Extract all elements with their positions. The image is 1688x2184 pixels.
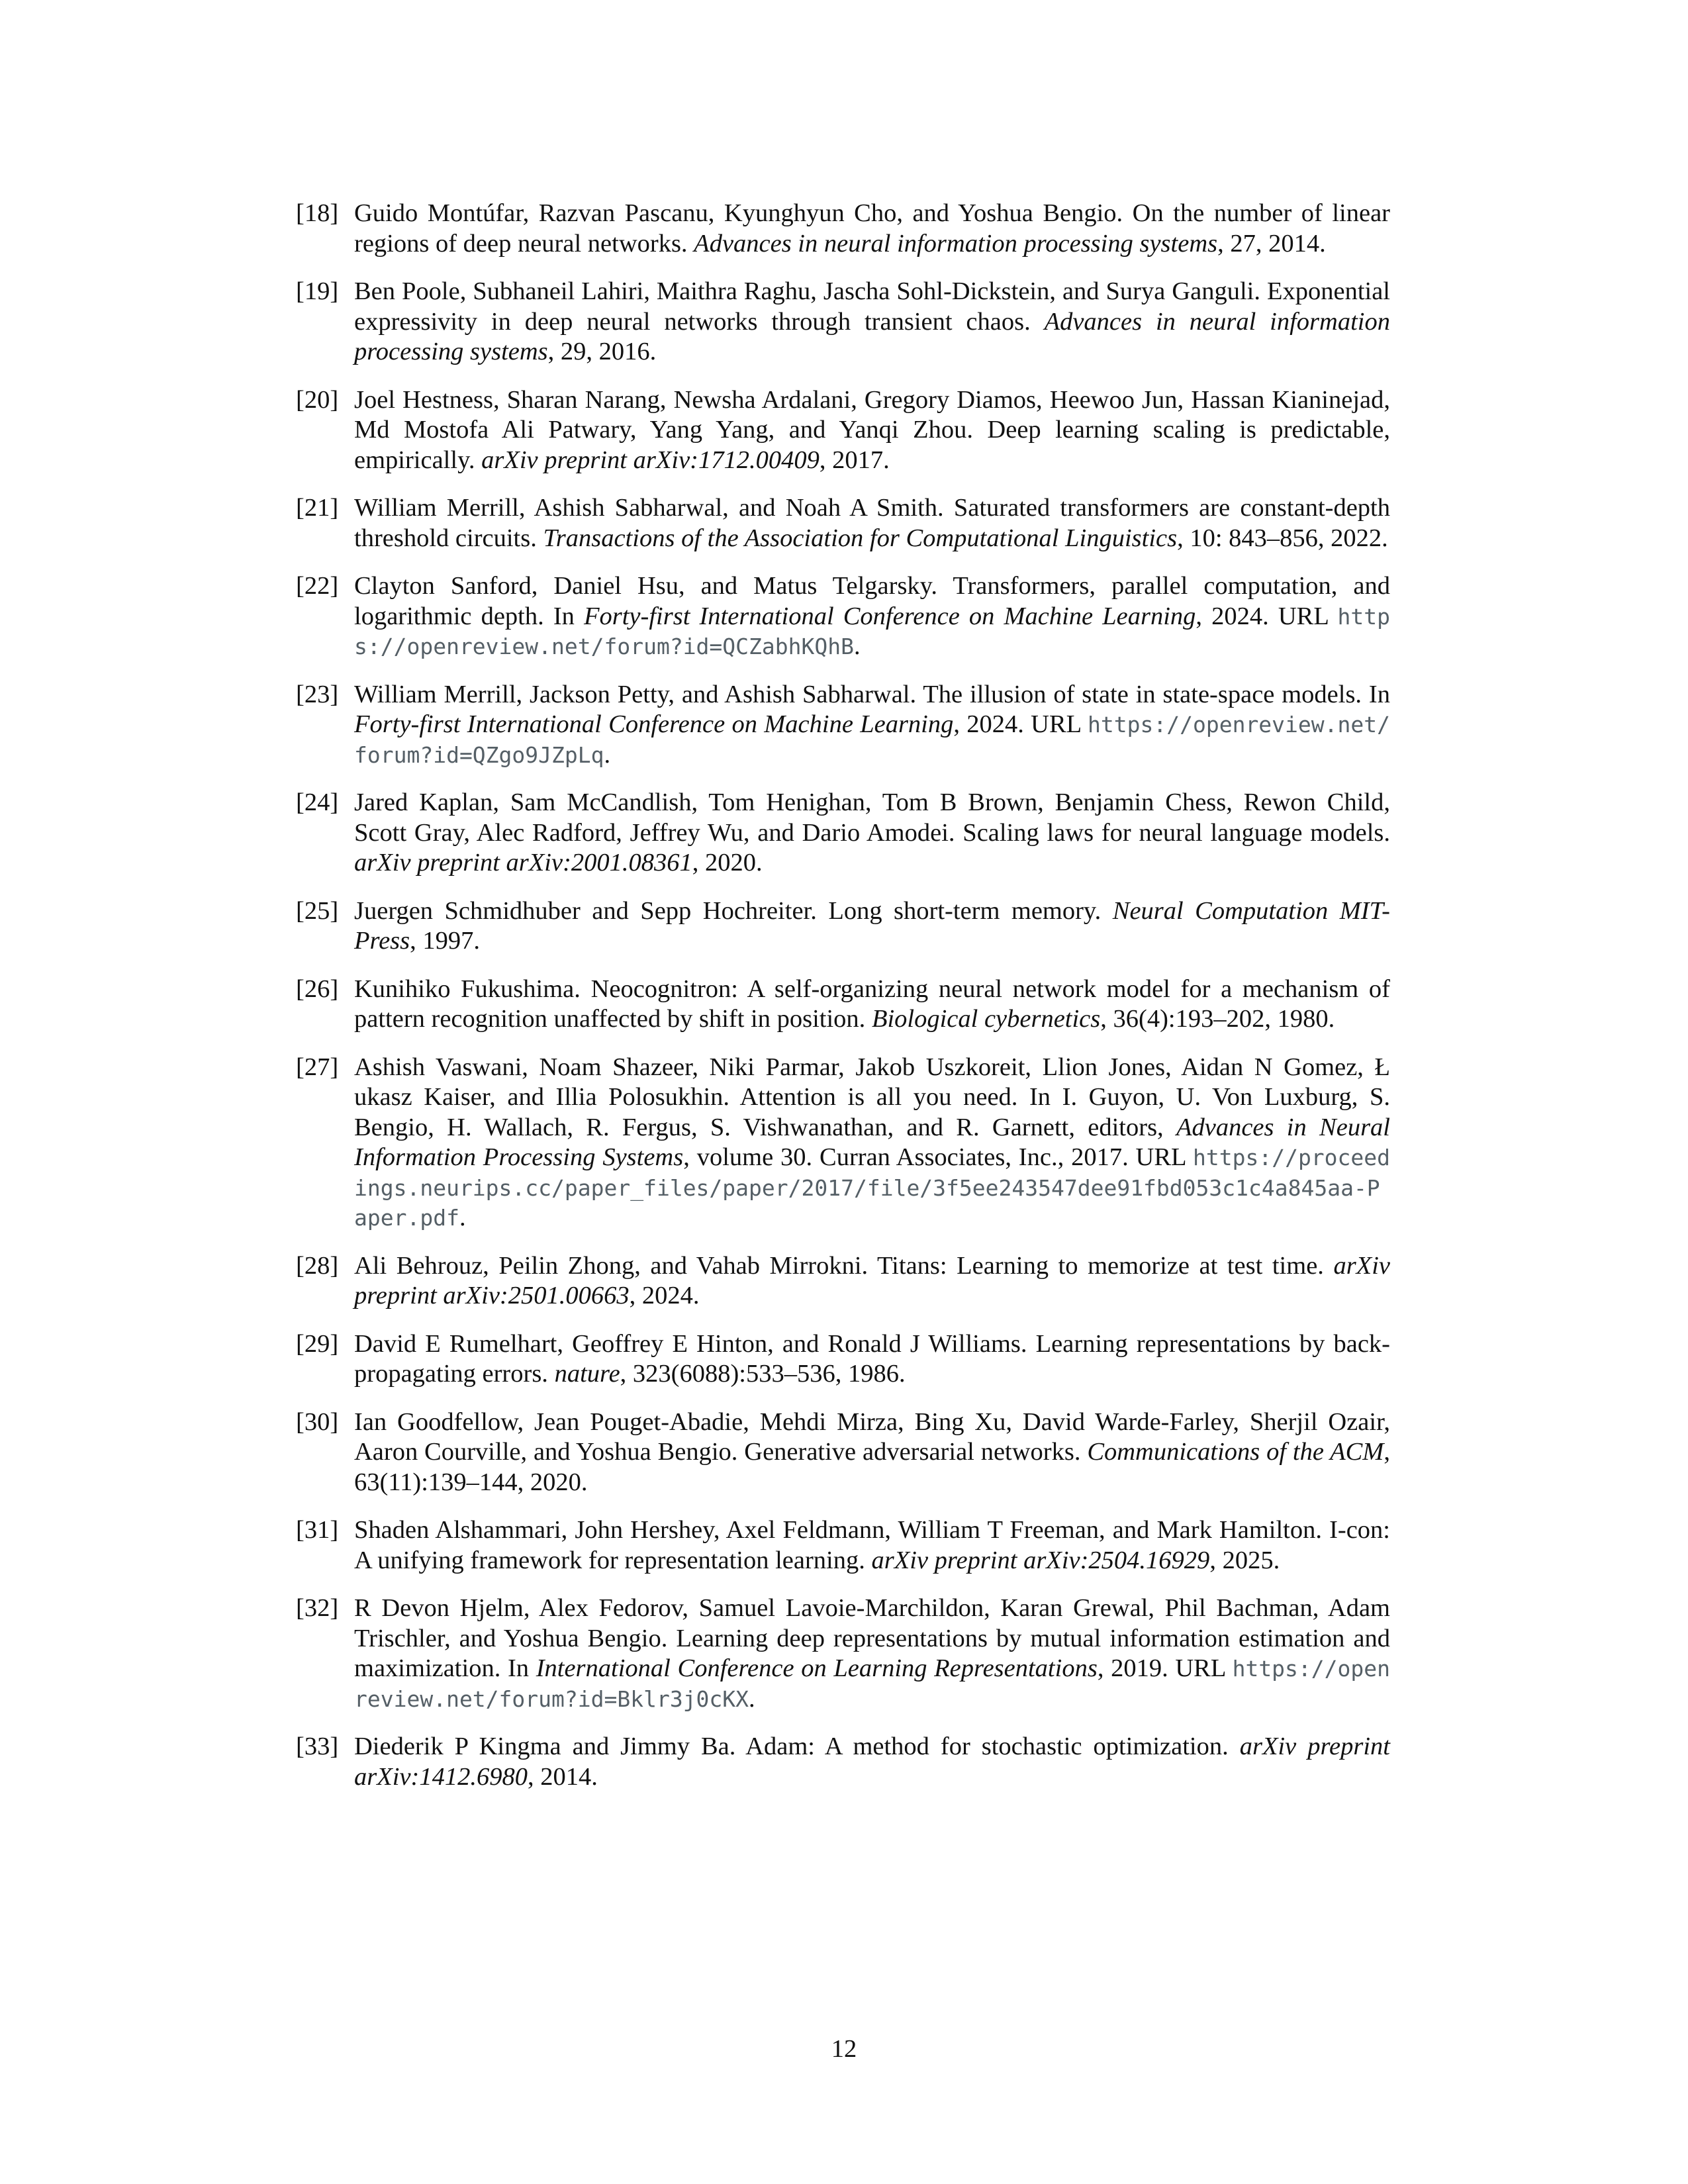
reference-tail: , 2024. — [629, 1282, 700, 1309]
reference-venue: Biological cybernetics — [871, 1005, 1101, 1033]
reference-body — [354, 1251, 1390, 1311]
reference-end: . — [459, 1204, 466, 1231]
reference-url-link[interactable]: https://openreview.net/forum?id=QCZabhKQhB — [354, 603, 1390, 659]
reference-item — [296, 571, 1390, 662]
reference-body — [354, 1593, 1390, 1714]
reference-text: Juergen Schmidhuber and Sepp Hochreiter. Long short-term memory. — [354, 896, 1113, 925]
reference-item — [296, 493, 1390, 553]
reference-tail: , 63(11):139–144, 2020. — [354, 1438, 1390, 1496]
reference-venue: International Conference on Learning Representations — [536, 1654, 1098, 1682]
reference-url-link[interactable]: https://openreview.net/forum?id=Bklr3j0cKX — [354, 1656, 1390, 1712]
reference-text: Ben Poole, Subhaneil Lahiri, Maithra Raghu, Jascha Sohl-Dickstein, and Surya Ganguli. Exponential expressivity in deep neural networks through transient chaos. — [354, 277, 1390, 336]
reference-venue: arXiv preprint arXiv:1712.00409 — [481, 446, 820, 474]
reference-body — [354, 896, 1390, 957]
reference-end: . — [853, 632, 861, 660]
reference-tail: , 2019. URL — [1097, 1654, 1233, 1682]
reference-item — [296, 974, 1390, 1035]
reference-body — [354, 199, 1390, 259]
reference-text: David E Rumelhart, Geoffrey E Hinton, and Ronald J Williams. Learning representations by back-propagating errors. — [354, 1329, 1390, 1388]
reference-item — [296, 199, 1390, 259]
reference-number: [24] — [296, 788, 339, 816]
reference-number: [19] — [296, 277, 339, 305]
reference-number: [18] — [296, 199, 339, 227]
reference-item — [296, 1329, 1390, 1390]
reference-number: [31] — [296, 1516, 339, 1544]
reference-number: [30] — [296, 1407, 339, 1436]
reference-text: Diederik P Kingma and Jimmy Ba. Adam: A method for stochastic optimization. — [354, 1733, 1240, 1760]
reference-body — [354, 680, 1390, 771]
reference-tail: , 323(6088):533–536, 1986. — [620, 1360, 906, 1388]
reference-venue: Communications of the ACM — [1087, 1438, 1384, 1466]
reference-number: [22] — [296, 572, 339, 600]
reference-venue: Forty-first International Conference on Machine Learning — [354, 710, 954, 738]
reference-tail: , 2014. — [527, 1762, 598, 1791]
reference-venue: Transactions of the Association for Computational Linguistics — [543, 524, 1178, 552]
reference-number: [26] — [296, 974, 339, 1003]
reference-item — [296, 1251, 1390, 1311]
reference-text: R Devon Hjelm, Alex Fedorov, Samuel Lavoie-Marchildon, Karan Grewal, Phil Bachman, Adam Trischler, and Yoshua Bengio. Learning deep representations by mutual information estimation and maximization. In — [354, 1594, 1390, 1682]
reference-text: Jared Kaplan, Sam McCandlish, Tom Henighan, Tom B Brown, Benjamin Chess, Rewon Child, Scott Gray, Alec Radford, Jeffrey Wu, and Dario Amodei. Scaling laws for neural language models. — [354, 788, 1390, 847]
reference-number: [23] — [296, 680, 339, 708]
reference-text: Ian Goodfellow, Jean Pouget-Abadie, Mehdi Mirza, Bing Xu, David Warde-Farley, Sherjil Ozair, Aaron Courville, and Yoshua Bengio. Generative adversarial networks. — [354, 1407, 1390, 1466]
reference-tail: , 36(4):193–202, 1980. — [1100, 1005, 1335, 1033]
reference-venue: arXiv preprint arXiv:2501.00663 — [354, 1251, 1390, 1309]
reference-number: [29] — [296, 1329, 339, 1358]
reference-tail: , 29, 2016. — [547, 338, 657, 365]
reference-tail: , 2024. URL — [1196, 602, 1338, 630]
reference-item — [296, 1593, 1390, 1714]
reference-tail: , 1997. — [410, 927, 480, 955]
reference-item — [296, 385, 1390, 476]
reference-body — [354, 1515, 1390, 1576]
reference-tail: , 10: 843–856, 2022. — [1177, 524, 1388, 552]
reference-text: Ashish Vaswani, Noam Shazeer, Niki Parmar, Jakob Uszkoreit, Llion Jones, Aidan N Gomez, Ł ukasz Kaiser, and Illia Polosukhin. Attention is all you need. In I. Guyon, U. Von Luxburg, S. Bengio, H. Wallach, R. Fergus, S. Vishwanathan, and R. Garnett, editors, — [354, 1053, 1390, 1141]
page-number: 12 — [831, 2035, 857, 2063]
reference-text: William Merrill, Jackson Petty, and Ashish Sabharwal. The illusion of state in state-space models. In — [354, 680, 1390, 708]
reference-body — [354, 571, 1390, 662]
reference-text: Ali Behrouz, Peilin Zhong, and Vahab Mirrokni. Titans: Learning to memorize at test time. — [354, 1251, 1334, 1280]
reference-tail: , volume 30. Curran Associates, Inc., 2017. URL — [683, 1143, 1193, 1171]
reference-venue: Advances in Neural Information Processing Systems — [354, 1113, 1390, 1171]
reference-venue: arXiv preprint arXiv:2001.08361 — [354, 849, 692, 877]
reference-body — [354, 493, 1390, 553]
reference-tail: , 2024. URL — [953, 710, 1088, 738]
reference-body — [354, 788, 1390, 878]
reference-body — [354, 1732, 1390, 1792]
reference-text: Joel Hestness, Sharan Narang, Newsha Ardalani, Gregory Diamos, Heewoo Jun, Hassan Kianinejad, Md Mostofa Ali Patwary, Yang Yang, and Yanqi Zhou. Deep learning scaling is predictable, empirically. — [354, 385, 1390, 474]
reference-item — [296, 788, 1390, 878]
reference-tail: , 2017. — [819, 446, 890, 474]
reference-number: [21] — [296, 494, 339, 522]
reference-number: [20] — [296, 385, 339, 414]
reference-item — [296, 1407, 1390, 1498]
reference-body — [354, 277, 1390, 367]
reference-body — [354, 385, 1390, 476]
reference-venue: Neural Computation MIT-Press — [354, 896, 1390, 955]
reference-venue: Forty-first International Conference on Machine Learning — [583, 602, 1196, 630]
reference-number: [25] — [296, 896, 339, 925]
reference-url-link[interactable]: https://proceedings.neurips.cc/paper_files/paper/2017/file/3f5ee243547dee91fbd053c1c4a845aa-Paper.pdf — [354, 1145, 1391, 1231]
reference-venue: Advances in neural information processing systems — [354, 307, 1390, 365]
reference-venue: Advances in neural information processing systems — [694, 229, 1218, 258]
reference-tail: , 27, 2014. — [1217, 229, 1326, 258]
reference-list — [296, 199, 1390, 1810]
reference-body — [354, 1407, 1390, 1498]
reference-body — [354, 974, 1390, 1035]
reference-end: . — [604, 740, 611, 769]
reference-body — [354, 1053, 1390, 1233]
reference-number: [28] — [296, 1251, 339, 1280]
reference-end: . — [749, 1684, 755, 1713]
reference-item — [296, 1515, 1390, 1576]
reference-item — [296, 1732, 1390, 1792]
reference-number: [32] — [296, 1594, 339, 1622]
reference-venue: arXiv preprint arXiv:1412.6980 — [354, 1733, 1391, 1791]
reference-item — [296, 896, 1390, 957]
reference-text: Guido Montúfar, Razvan Pascanu, Kyunghyun Cho, and Yoshua Bengio. On the number of linear regions of deep neural networks. — [354, 199, 1390, 258]
reference-body — [354, 1329, 1390, 1390]
reference-tail: , 2020. — [692, 849, 763, 877]
reference-number: [33] — [296, 1733, 339, 1760]
reference-text: Clayton Sanford, Daniel Hsu, and Matus Telgarsky. Transformers, parallel computation, and logarithmic depth. In — [354, 572, 1390, 630]
reference-venue: nature — [554, 1360, 620, 1388]
reference-item — [296, 277, 1390, 367]
reference-item — [296, 1053, 1390, 1233]
reference-venue: arXiv preprint arXiv:2504.16929 — [871, 1546, 1210, 1574]
reference-text: Shaden Alshammari, John Hershey, Axel Feldmann, William T Freeman, and Mark Hamilton. I-con: A unifying framework for representation learning. — [354, 1516, 1390, 1574]
reference-item — [296, 680, 1390, 771]
reference-text: Kunihiko Fukushima. Neocognitron: A self-organizing neural network model for a mechanism of pattern recognition unaffected by shift in position. — [354, 974, 1390, 1033]
reference-tail: , 2025. — [1209, 1546, 1280, 1574]
reference-number: [27] — [296, 1053, 339, 1081]
reference-url-link[interactable]: https://openreview.net/forum?id=QZgo9JZpLq — [354, 712, 1390, 768]
reference-text: William Merrill, Ashish Sabharwal, and Noah A Smith. Saturated transformers are constant-depth threshold circuits. — [354, 494, 1390, 552]
